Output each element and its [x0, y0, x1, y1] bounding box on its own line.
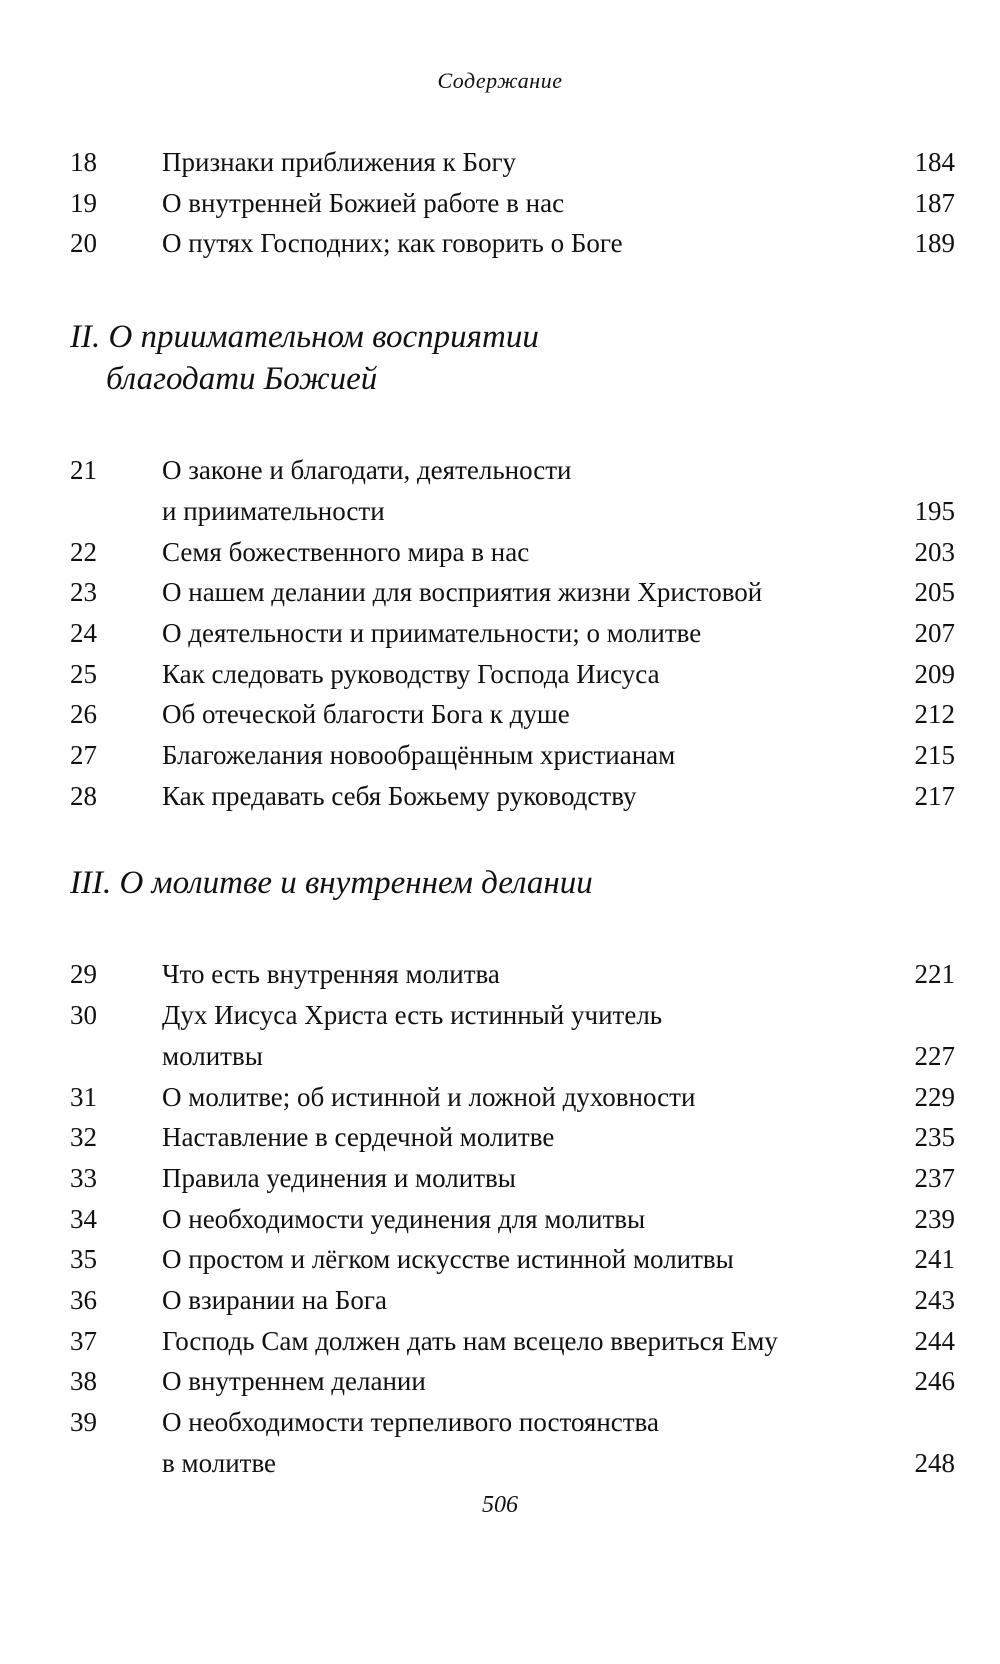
toc-entry-number: 30	[70, 1000, 97, 1031]
toc-entry-title-line: Правила уединения и молитвы	[162, 1162, 516, 1193]
toc-entry	[70, 1321, 955, 1362]
toc-entry-title-line: Господь Сам должен дать нам всецело ввериться Ему	[162, 1325, 778, 1356]
toc-entry-title-line: О внутреннем делании	[162, 1366, 426, 1397]
toc-entry-title-line: О молитве; об истинной и ложной духовности	[162, 1081, 696, 1112]
toc-entry-title-line: Семя божественного мира в нас	[162, 536, 530, 567]
toc-entry-number: 38	[70, 1366, 97, 1397]
toc-entry-title	[162, 954, 875, 995]
toc-entry	[70, 572, 955, 613]
toc-entry-number: 21	[70, 455, 97, 486]
toc-entry-title-line: О простом и лёгком искусстве истинной молитвы	[162, 1244, 734, 1275]
toc-entry-title	[162, 532, 875, 573]
toc-entry-page: 229	[914, 1081, 955, 1112]
toc-entry-title	[162, 1239, 875, 1280]
toc-entry	[70, 1402, 955, 1483]
toc-entry-page: 205	[914, 577, 955, 608]
toc-entry-title-line: в молитве	[162, 1447, 277, 1478]
toc-entry	[70, 954, 955, 995]
toc-entry-page: 195	[914, 495, 955, 526]
toc-entry-page: 241	[914, 1244, 955, 1275]
toc-entry-title-line: О внутренней Божией работе в нас	[162, 187, 565, 218]
toc-entry-title-line: О нашем делании для восприятия жизни Христовой	[162, 577, 763, 608]
toc-entry-number: 28	[70, 780, 97, 811]
toc-entry	[70, 1199, 955, 1240]
toc-entry-number: 36	[70, 1285, 97, 1316]
toc-entry-title	[162, 694, 875, 735]
toc-entry-number: 22	[70, 536, 97, 567]
toc-entry-page: 215	[914, 740, 955, 771]
toc-entry	[70, 735, 955, 776]
toc-entry-title	[162, 1199, 875, 1240]
toc-group-section-2	[70, 450, 955, 816]
toc-entry-title-line: Что есть внутренняя молитва	[162, 959, 500, 990]
toc-entry-title-line: Наставление в сердечной молитве	[162, 1122, 555, 1153]
toc-entry	[70, 532, 955, 573]
running-head: Содержание	[437, 68, 563, 93]
toc-entry-number: 24	[70, 617, 97, 648]
toc-entry	[70, 142, 955, 183]
toc-entry-number: 39	[70, 1407, 97, 1438]
toc-entry	[70, 1280, 955, 1321]
toc-entry-page: 207	[914, 617, 955, 648]
toc-entry	[70, 694, 955, 735]
toc-entry-page: 244	[914, 1325, 955, 1356]
toc-entry-title-line: О взирании на Бога	[162, 1285, 387, 1316]
toc-entry-number: 35	[70, 1244, 97, 1275]
toc-entry-number: 19	[70, 187, 97, 218]
toc-entry	[70, 1117, 955, 1158]
toc-entry-number: 37	[70, 1325, 97, 1356]
toc-entry-title	[162, 776, 875, 817]
toc-group-section-3	[70, 954, 955, 1483]
toc-entry	[70, 776, 955, 817]
toc-entry-title	[162, 1321, 875, 1362]
toc-entry-title	[162, 1158, 875, 1199]
toc-entry-title-line: О путях Господних; как говорить о Боге	[162, 228, 623, 259]
toc-entry	[70, 1077, 955, 1118]
toc-entry	[70, 183, 955, 224]
toc-entry-page: 227	[914, 1040, 955, 1071]
toc-entry	[70, 995, 955, 1076]
page-number: 506	[482, 1492, 518, 1518]
toc-entry-title	[162, 735, 875, 776]
toc-entry	[70, 1361, 955, 1402]
toc-entry-title-line: Как предавать себя Божьему руководству	[162, 780, 637, 811]
section-heading-3	[70, 862, 955, 904]
toc-entry-title	[162, 572, 875, 613]
toc-entry-page: 248	[914, 1447, 955, 1478]
toc-entry-page: 217	[914, 780, 955, 811]
toc-entry-title	[162, 223, 875, 264]
toc-entry-number: 27	[70, 740, 97, 771]
toc-entry-title-line: и приимательности	[162, 495, 385, 526]
toc-entry-page: 187	[914, 187, 955, 218]
toc-entry-title-line: Признаки приближения к Богу	[162, 147, 517, 177]
toc-entry-title	[162, 613, 875, 654]
toc-entry-number: 34	[70, 1203, 97, 1234]
table-of-contents	[70, 142, 955, 1484]
toc-entry-title-line: Об отеческой благости Бога к душе	[162, 699, 570, 730]
toc-entry-page: 184	[914, 147, 955, 177]
toc-entry	[70, 1158, 955, 1199]
toc-entry-title	[162, 1117, 875, 1158]
toc-entry-number: 25	[70, 658, 97, 689]
toc-entry-title-line: О необходимости терпеливого постоянства	[162, 1407, 659, 1438]
toc-entry-number: 33	[70, 1162, 97, 1193]
toc-entry-title	[162, 1361, 875, 1402]
toc-entry-page: 239	[914, 1203, 955, 1234]
toc-entry-title	[162, 183, 875, 224]
section-heading-2	[70, 316, 955, 400]
toc-entry-title	[162, 142, 875, 183]
toc-entry-page: 235	[914, 1122, 955, 1153]
toc-entry-page: 246	[914, 1366, 955, 1397]
toc-entry-title-line: О деятельности и приимательности; о молитве	[162, 617, 702, 648]
toc-entry-page: 243	[914, 1285, 955, 1316]
toc-entry-page: 209	[914, 658, 955, 689]
toc-entry-title	[162, 1280, 875, 1321]
toc-entry-title	[162, 995, 875, 1076]
toc-entry-number: 23	[70, 577, 97, 608]
toc-entry-title-line: О законе и благодати, деятельности	[162, 455, 572, 486]
toc-entry-page: 212	[914, 699, 955, 730]
toc-entry-title	[162, 654, 875, 695]
toc-entry-title-line: О необходимости уединения для молитвы	[162, 1203, 646, 1234]
section-heading-3-line1: III. О молитве и внутреннем делании	[70, 865, 593, 902]
toc-entry-title	[162, 1402, 875, 1483]
toc-entry	[70, 450, 955, 531]
toc-group-top	[70, 142, 955, 264]
toc-entry-number: 31	[70, 1081, 97, 1112]
toc-entry-title	[162, 1077, 875, 1118]
toc-entry-number: 32	[70, 1122, 97, 1153]
toc-entry	[70, 613, 955, 654]
toc-entry-page: 237	[914, 1162, 955, 1193]
toc-entry-page: 189	[914, 228, 955, 259]
toc-entry-number: 18	[70, 147, 97, 177]
toc-entry-title-line: молитвы	[162, 1040, 263, 1071]
toc-entry-page: 203	[914, 536, 955, 567]
toc-entry	[70, 223, 955, 264]
toc-entry	[70, 1239, 955, 1280]
section-heading-2-line1: II. О приимательном восприятии	[70, 319, 539, 356]
toc-entry-title	[162, 450, 875, 531]
toc-entry-title-line: Благожелания новообращённым христианам	[162, 740, 676, 771]
toc-entry-title-line: Дух Иисуса Христа есть истинный учитель	[162, 1000, 663, 1031]
section-heading-2-line2: благодати Божией	[106, 361, 378, 398]
toc-entry-number: 20	[70, 228, 97, 259]
toc-entry-number: 26	[70, 699, 97, 730]
toc-entry-title-line: Как следовать руководству Господа Иисуса	[162, 658, 660, 689]
toc-entry-number: 29	[70, 959, 97, 990]
toc-entry	[70, 654, 955, 695]
toc-entry-page: 221	[914, 959, 955, 990]
